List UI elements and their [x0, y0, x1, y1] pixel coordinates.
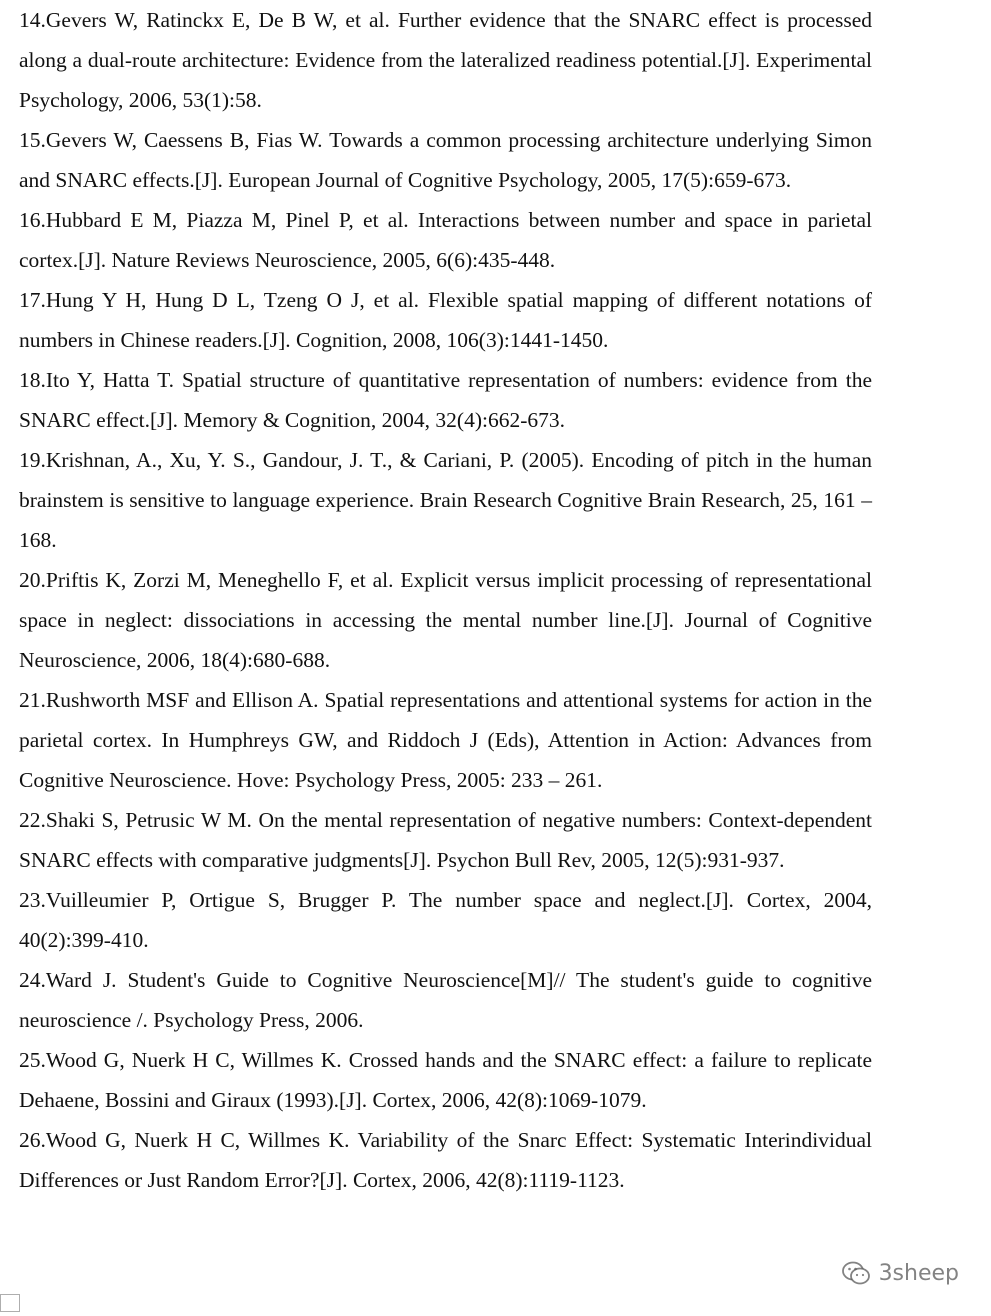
reference-21: 21.Rushworth MSF and Ellison A. Spatial representations and attentional systems for action in the parietal cortex. In Humphreys GW, and Riddoch J (Eds), Attention in Action: Advances from Cognitive Neuroscience. Hove: Psychology Press, 2005: 233 – 261.	[19, 688, 872, 792]
reference-18: 18.Ito Y, Hatta T. Spatial structure of quantitative representation of numbers: evidence from the SNARC effect.[J]. Memory & Cognition, 2004, 32(4):662-673.	[19, 368, 872, 432]
reference-22: 22.Shaki S, Petrusic W M. On the mental representation of negative numbers: Context-dependent SNARC effects with comparative judgments[J]. Psychon Bull Rev, 2005, 12(5):931-937.	[19, 808, 872, 872]
watermark-label: 3sheep	[878, 1260, 959, 1286]
watermark-left	[0, 1294, 20, 1312]
reference-14: 14.Gevers W, Ratinckx E, De B W, et al. Further evidence that the SNARC effect is processed along a dual-route architecture: Evidence from the lateralized readiness potential.[J]. Experimental Psychology, 2006, 53(1):58.	[19, 8, 872, 112]
reference-26: 26.Wood G, Nuerk H C, Willmes K. Variability of the Snarc Effect: Systematic Interindividual Differences or Just Random Error?[J]. Cortex, 2006, 42(8):1119-1123.	[19, 1128, 872, 1192]
reference-25: 25.Wood G, Nuerk H C, Willmes K. Crossed hands and the SNARC effect: a failure to replicate Dehaene, Bossini and Giraux (1993).[J]. Cortex, 2006, 42(8):1069-1079.	[19, 1048, 872, 1112]
reference-17: 17.Hung Y H, Hung D L, Tzeng O J, et al. Flexible spatial mapping of different notations of numbers in Chinese readers.[J]. Cognition, 2008, 106(3):1441-1450.	[19, 288, 872, 352]
reference-15: 15.Gevers W, Caessens B, Fias W. Towards a common processing architecture underlying Simon and SNARC effects.[J]. European Journal of Cognitive Psychology, 2005, 17(5):659-673.	[19, 128, 872, 192]
reference-23: 23.Vuilleumier P, Ortigue S, Brugger P. The number space and neglect.[J]. Cortex, 2004, 40(2):399-410.	[19, 888, 872, 952]
reference-list	[19, 0, 872, 1200]
reference-16: 16.Hubbard E M, Piazza M, Pinel P, et al. Interactions between number and space in parietal cortex.[J]. Nature Reviews Neuroscience, 2005, 6(6):435-448.	[19, 208, 872, 272]
reference-19: 19.Krishnan, A., Xu, Y. S., Gandour, J. T., & Cariani, P. (2005). Encoding of pitch in the human brainstem is sensitive to language experience. Brain Research Cognitive Brain Research, 25, 161 – 168.	[19, 448, 872, 552]
reference-20: 20.Priftis K, Zorzi M, Meneghello F, et al. Explicit versus implicit processing of representational space in neglect: dissociations in accessing the mental number line.[J]. Journal of Cognitive Neuroscience, 2006, 18(4):680-688.	[19, 568, 872, 672]
watermark-box-icon	[0, 1294, 20, 1312]
reference-24: 24.Ward J. Student's Guide to Cognitive Neuroscience[M]// The student's guide to cognitive neuroscience /. Psychology Press, 2006.	[19, 968, 872, 1032]
wechat-icon	[841, 1260, 871, 1286]
watermark-right	[841, 1260, 959, 1286]
